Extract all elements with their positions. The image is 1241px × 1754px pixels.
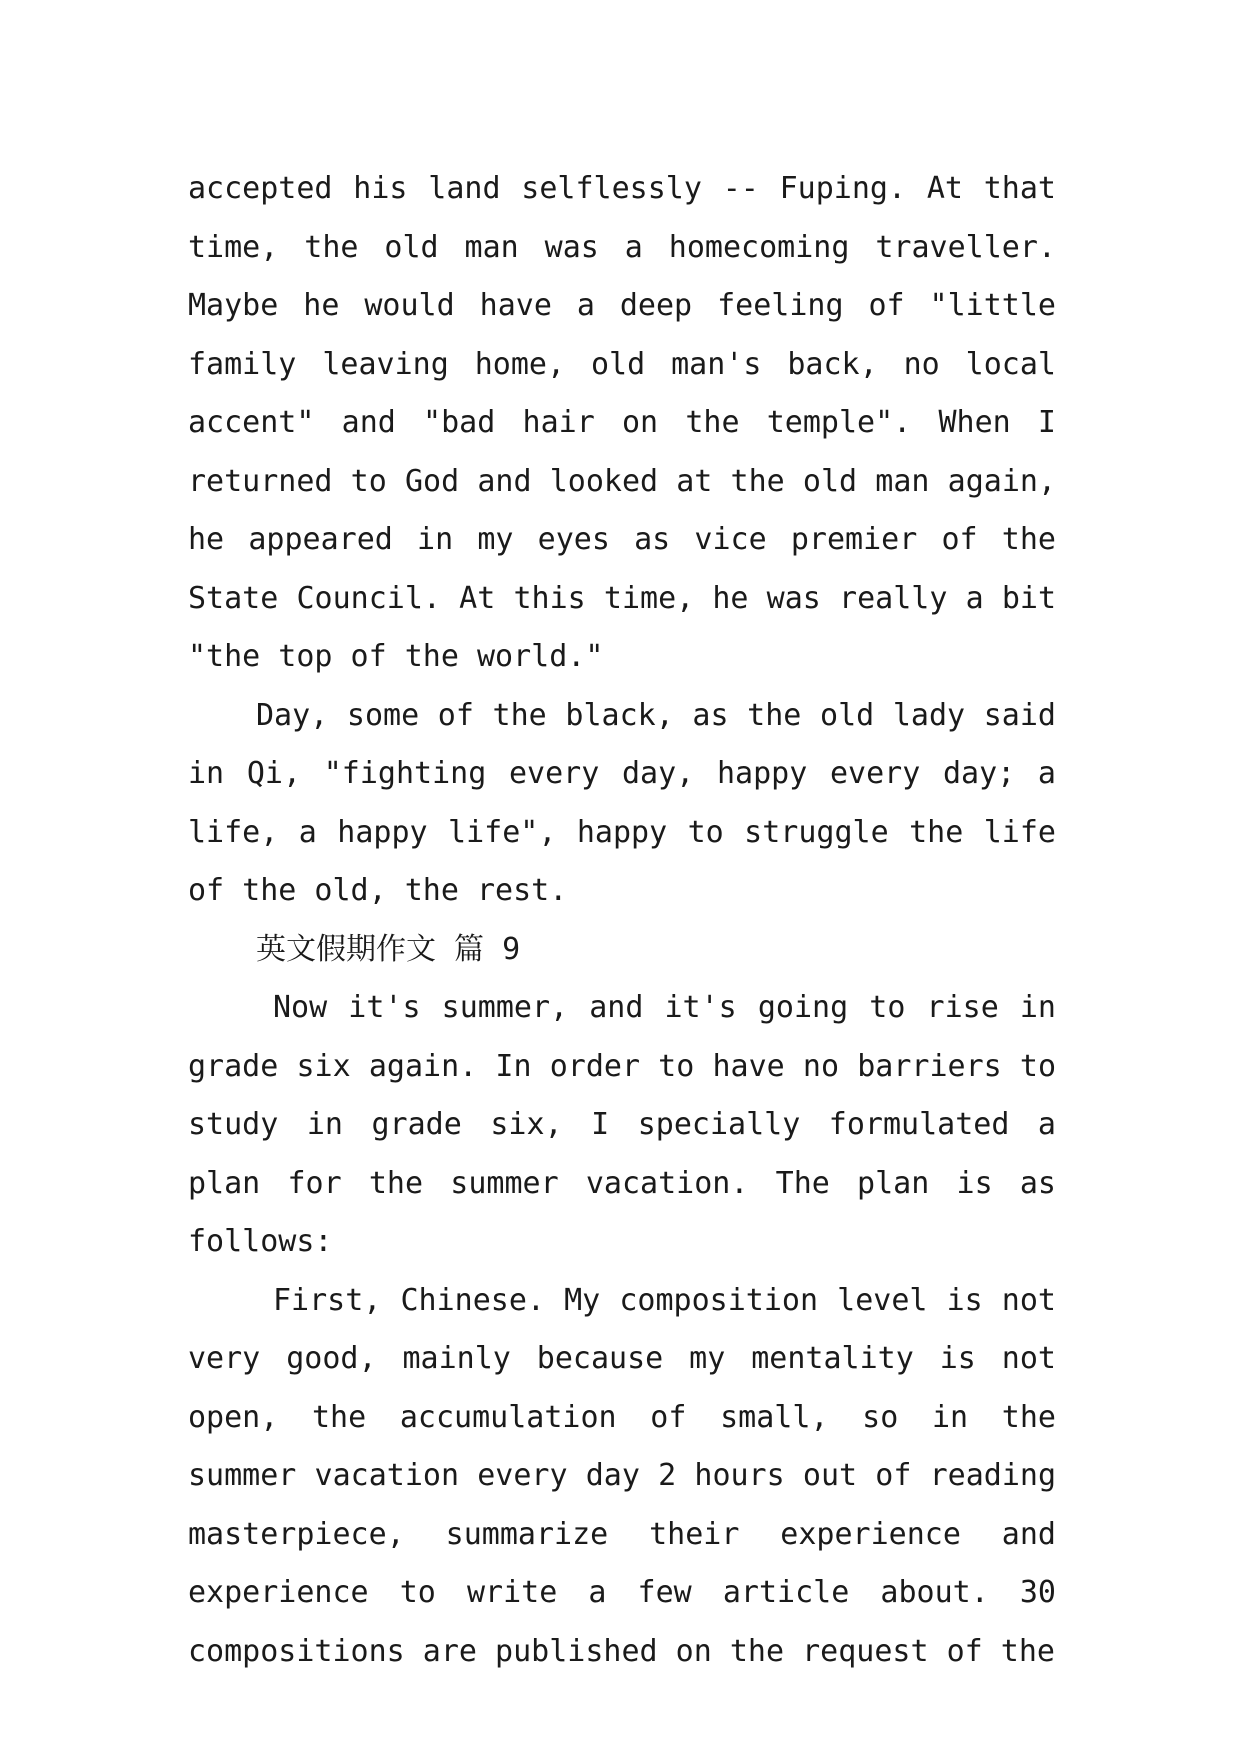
section-heading: 英文假期作文 篇 9 <box>256 931 521 967</box>
paragraph-continuation: accepted his land selflessly -- Fuping. At that time, the old man was a homecoming traveller. Maybe he would have a deep feeling of "little family leaving home, old man's back, no local accent" and "bad hair on the temple". When I returned to God and looked at the old man again, he appeared in my eyes as vice premier of the State Council. At this time, he was really a bit "the top of the world." <box>188 171 1056 674</box>
paragraph-day: Day, some of the black, as the old lady said in Qi, "fighting every day, happy every day; a life, a happy life", happy to struggle the life of the old, the rest. <box>188 697 1056 908</box>
paragraph-chinese: First, Chinese. My composition level is not very good, mainly because my mentality is not open, the accumulation of small, so in the summer vacation every day 2 hours out of reading masterpiece, summarize their experience and experience to write a few article about. 30 compositions are published on the request of the <box>188 1282 1056 1669</box>
document-body <box>188 160 1056 1681</box>
paragraph-summer-plan: Now it's summer, and it's going to rise in grade six again. In order to have no barriers to study in grade six, I specially formulated a plan for the summer vacation. The plan is as follows: <box>188 990 1056 1259</box>
